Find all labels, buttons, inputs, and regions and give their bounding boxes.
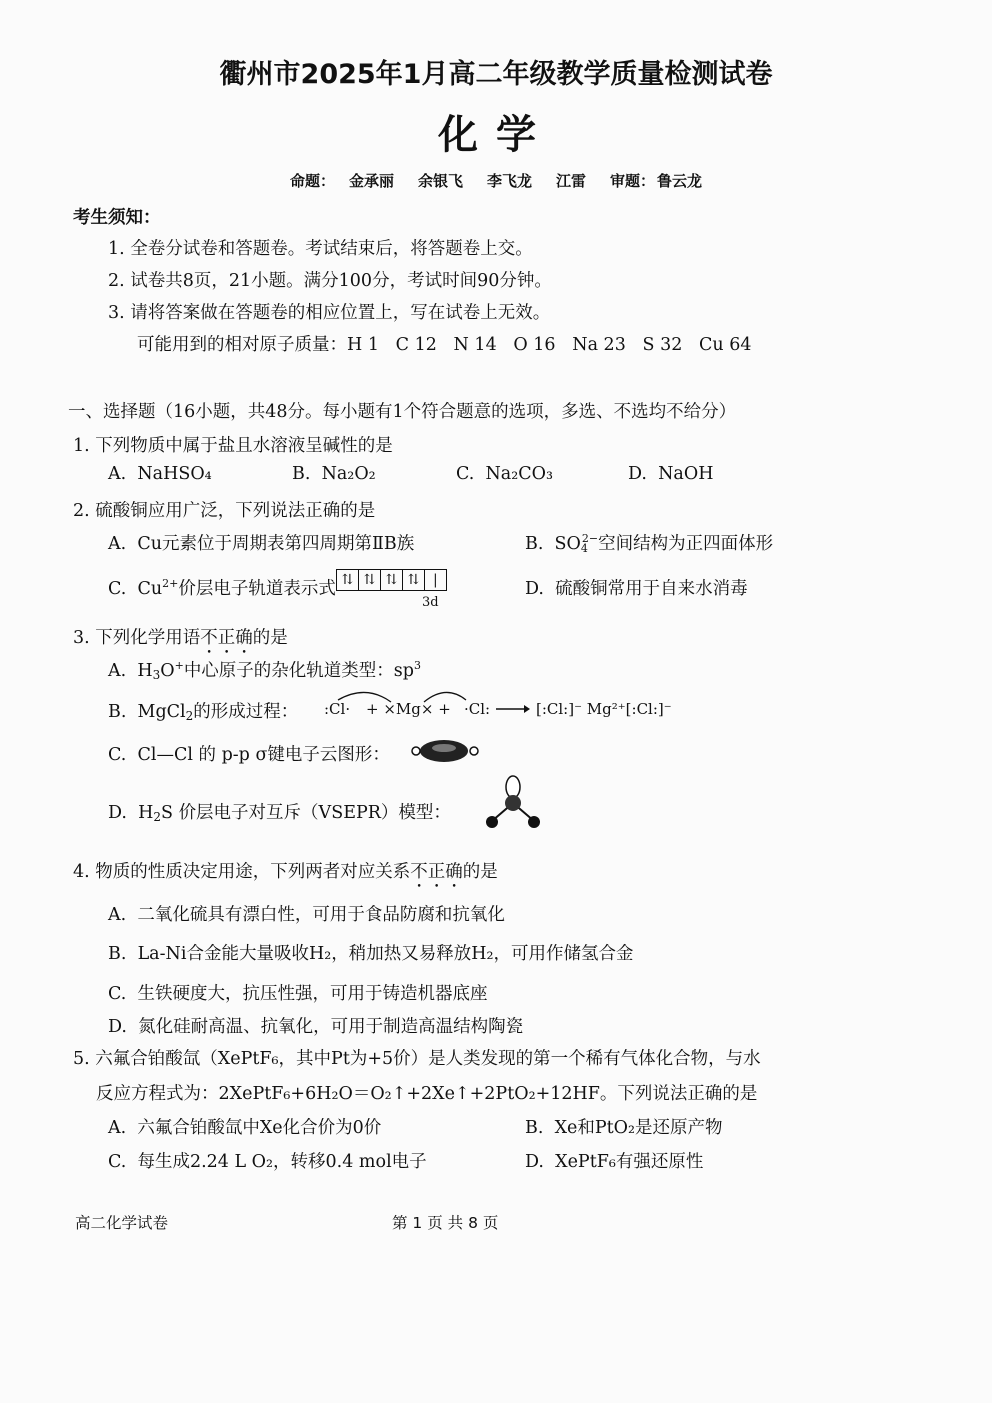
q3-stem-emphasis: 不正确	[200, 628, 253, 648]
page-number: 第 1 页 共 8 页	[392, 1214, 499, 1232]
orbital-box: |	[425, 569, 447, 591]
q4-a-text: 二氧化硫具有漂白性，可用于食品防腐和抗氧化	[137, 905, 505, 925]
orbital-box: ⇅	[359, 569, 381, 591]
notice-heading: 考生须知：	[73, 208, 161, 228]
author-line	[0, 170, 992, 191]
q5-c-text: 每生成2.24 L O₂，转移0.4 mol电子	[137, 1152, 427, 1172]
q4-stem-emphasis: 不正确	[410, 862, 463, 882]
author-3: 李飞龙	[486, 172, 532, 190]
q4-option-a: A. 二氧化硫具有漂白性，可用于食品防腐和抗氧化	[108, 905, 505, 925]
q2-stem: 2. 硫酸铜应用广泛，下列说法正确的是	[73, 501, 376, 521]
mgcl2-formation-diagram	[316, 684, 686, 724]
author-1: 金承丽	[348, 172, 394, 190]
q5-d-text: XePtF₆有强还原性	[555, 1152, 704, 1172]
q3-a-text: 中心原子的杂化轨道类型：sp	[183, 661, 414, 681]
q3-d-text: 价层电子对互斥（VSEPR）模型：	[178, 803, 451, 823]
reviewer: 鲁云龙	[657, 172, 703, 190]
svg-text:+ ×Mg× +: + ×Mg× +	[366, 700, 451, 718]
q5-stem-line-2: 反应方程式为：2XePtF₆+6H₂O＝O₂↑+2Xe↑+2PtO₂+12HF。下列说法正确的是	[96, 1084, 758, 1104]
q4-option-d: D. 氮化硅耐高温、抗氧化，可用于制造高温结构陶瓷	[108, 1017, 524, 1037]
sigma-bond-cloud-icon	[410, 736, 484, 766]
q5-option-b: B. Xe和PtO₂是还原产物	[525, 1118, 723, 1138]
q1-option-a: A. NaHSO₄	[108, 464, 212, 484]
q3-stem-prefix: 3. 下列化学用语	[73, 628, 201, 648]
q2-option-b: B. $SO_4^{2-}$空间结构为正四面体形	[525, 532, 774, 555]
q3-b-text: 的形成过程：	[193, 702, 299, 722]
q5-option-c: C. 每生成2.24 L O₂，转移0.4 mol电子	[108, 1152, 427, 1172]
q2-a-text: Cu元素位于周期表第四周期第ⅡB族	[137, 534, 415, 554]
footer-left: 高二化学试卷	[75, 1214, 169, 1232]
q2-option-c: C. $Cu^{2+}$价层电子轨道表示式 ⇅ ⇅ ⇅ ⇅ |	[108, 575, 447, 601]
q4-d-text: 氮化硅耐高温、抗氧化，可用于制造高温结构陶瓷	[138, 1017, 524, 1037]
notice-item-3: 3. 请将答案做在答题卷的相应位置上，写在试卷上无效。	[108, 303, 551, 323]
q1-stem: 1. 下列物质中属于盐且水溶液呈碱性的是	[73, 436, 393, 456]
q2-d-text: 硫酸铜常用于自来水消毒	[555, 579, 748, 599]
atomic-masses: 可能用到的相对原子质量：H 1 C 12 N 14 O 16 Na 23 S 32 Cu 64	[137, 335, 752, 355]
q5-option-d: D. XePtF₆有强还原性	[525, 1152, 704, 1172]
orbital-box: ⇅	[381, 569, 403, 591]
q2-option-a: A. Cu元素位于周期表第四周期第ⅡB族	[108, 534, 415, 554]
svg-text::Cl·: :Cl·	[324, 700, 351, 718]
orbital-box: ⇅	[336, 569, 359, 591]
q3-option-d: D. $H_2S$ 价层电子对互斥（VSEPR）模型：	[108, 803, 451, 824]
notice-item-1: 1. 全卷分试卷和答题卷。考试结束后，将答题卷上交。	[108, 239, 533, 259]
svg-text:·Cl:: ·Cl:	[464, 700, 491, 718]
q1-option-c: C. Na₂CO₃	[456, 464, 553, 484]
section-heading: 一、选择题（16小题，共48分。每小题有1个符合题意的选项，多选、不选均不给分）	[68, 402, 737, 422]
q2-option-d: D. 硫酸铜常用于自来水消毒	[525, 579, 748, 599]
author-2: 余银飞	[417, 172, 463, 190]
q2-b-text: 空间结构为正四面体形	[598, 534, 774, 554]
q4-c-text: 生铁硬度大，抗压性强，可用于铸造机器底座	[137, 984, 488, 1004]
q4-b-text: La-Ni合金能大量吸收H₂，稍加热又易释放H₂，可用作储氢合金	[137, 944, 634, 964]
svg-text:[:Cl:]⁻ Mg²⁺[:Cl:]⁻: [:Cl:]⁻ Mg²⁺[:Cl:]⁻	[536, 700, 672, 718]
orbital-label: 3d	[422, 595, 439, 610]
q3-c-text: Cl—Cl 的 p-p σ键电子云图形：	[137, 745, 390, 765]
author-4: 江雷	[556, 172, 587, 190]
q1-option-d: D. NaOH	[628, 464, 714, 484]
q4-option-c: C. 生铁硬度大，抗压性强，可用于铸造机器底座	[108, 984, 488, 1004]
q5-stem-line-1: 5. 六氟合铂酸氙（XePtF₆，其中Pt为+5价）是人类发现的第一个稀有气体化合物，与水	[73, 1049, 761, 1069]
q1-c-text: Na₂CO₃	[485, 464, 553, 484]
vsepr-model-icon	[480, 773, 546, 833]
q4-stem-prefix: 4. 物质的性质决定用途，下列两者对应关系	[73, 862, 411, 882]
q3-stem	[73, 624, 288, 658]
authors-label: 命题：	[289, 172, 335, 190]
q4-stem-suffix: 的是	[462, 862, 498, 882]
reviewer-label: 审题：	[610, 172, 656, 190]
orbital-diagram	[336, 569, 447, 591]
q5-b-text: Xe和PtO₂是还原产物	[554, 1118, 723, 1138]
q3-option-b: B. MgCl$_2$的形成过程：	[108, 702, 299, 723]
q1-b-text: Na₂O₂	[321, 464, 376, 484]
q3-stem-suffix: 的是	[252, 628, 288, 648]
q3-option-a: A. $H_3O^+$中心原子的杂化轨道类型：$sp^3$	[108, 659, 421, 682]
q2-c-text: 价层电子轨道表示式	[178, 579, 336, 599]
q1-d-text: NaOH	[658, 464, 714, 484]
q5-option-a: A. 六氟合铂酸氙中Xe化合价为0价	[108, 1118, 382, 1138]
q4-stem	[73, 858, 498, 892]
orbital-box: ⇅	[403, 569, 425, 591]
notice-item-2: 2. 试卷共8页，21小题。满分100分，考试时间90分钟。	[108, 271, 552, 291]
subject-title: 化学	[438, 112, 554, 158]
q1-a-text: NaHSO₄	[137, 464, 212, 484]
exam-title: 衢州市2025年1月高二年级教学质量检测试卷	[219, 59, 773, 90]
q3-option-c: C. Cl—Cl 的 p-p σ键电子云图形：	[108, 745, 390, 765]
q1-option-b: B. Na₂O₂	[292, 464, 376, 484]
q4-option-b: B. La-Ni合金能大量吸收H₂，稍加热又易释放H₂，可用作储氢合金	[108, 944, 634, 964]
q5-a-text: 六氟合铂酸氙中Xe化合价为0价	[137, 1118, 382, 1138]
